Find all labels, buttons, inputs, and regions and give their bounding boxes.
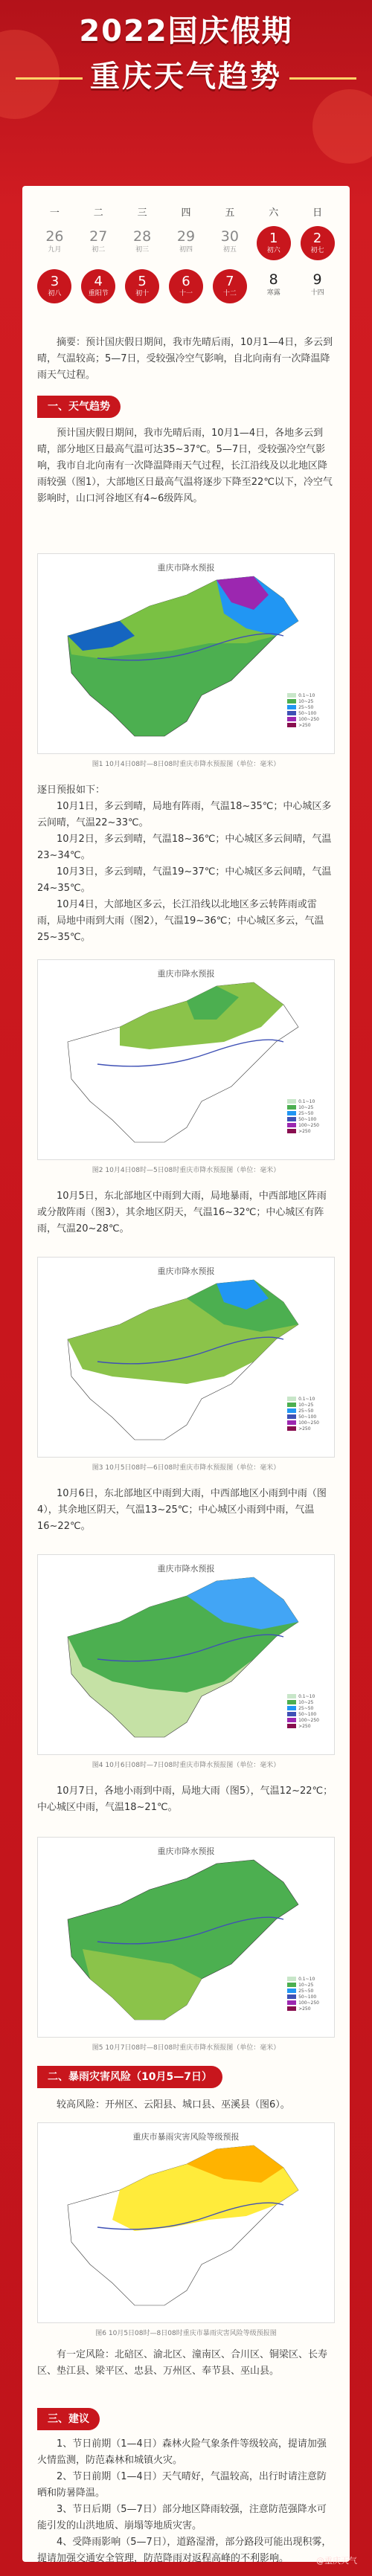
footer-credit: @重庆天气: [316, 2556, 357, 2566]
map-legend: [287, 1693, 319, 1729]
daily-forecast-oct6: [37, 1486, 335, 1535]
risk-moderate: 有一定风险：北碚区、渝北区、潼南区、合川区、铜梁区、长寿区、垫江县、梁平区、忠县、万州区、奉节县、巫山县。: [37, 2349, 328, 2377]
calendar-day: 9 十四: [310, 271, 324, 297]
advice-1: 1、节日前期（1—4日）森林火险气象条件等级较高，提请加强火情监测，防范森林和城镇火灾。: [37, 2438, 327, 2466]
legend-item: 50~100: [287, 710, 319, 716]
legend-item: >250: [287, 2006, 319, 2012]
calendar-row-1: [33, 223, 339, 266]
legend-item: 50~100: [287, 1414, 319, 1420]
weekday-label: 三: [137, 207, 147, 219]
forecast-oct4: 10月4日，大部地区多云，长江沿线以北地区多云转阵雨或雷雨，局地中雨到大雨（图2），气温19~36℃；中心城区多云，气温25~35℃。: [37, 899, 324, 943]
forecast-oct2: 10月2日，多云到晴，气温18~36℃；中心城区多云间晴，气温23~34℃。: [37, 834, 332, 861]
legend-item: >250: [287, 722, 319, 728]
risk-map-fig6: [37, 2122, 335, 2323]
map-title: 重庆市降水预报: [157, 1564, 215, 1574]
advice-3: 3、节日后期（5—7日）部分地区降雨较强，注意防范强降水可能引发的山洪地质、崩塌等地质灾害。: [37, 2504, 327, 2531]
legend-item: 0.1~10: [287, 1976, 319, 1982]
forecast-oct7: 10月7日，各地小雨到中雨，局地大雨（图5），气温12~22℃；中心城区中雨，气温18~21℃。: [37, 1786, 333, 1813]
forecast-oct1: 10月1日，多云到晴，局地有阵雨，气温18~35℃；中心城区多云间晴，气温22~33℃。: [37, 801, 332, 828]
map-title: 重庆市降水预报: [157, 1266, 215, 1276]
weekday-label: 一: [49, 207, 60, 219]
map-title: 重庆市降水预报: [157, 563, 215, 573]
weekday-label: 六: [269, 207, 279, 219]
risk-paragraph: [37, 2097, 335, 2113]
forecast-oct5: 10月5日，东北部地区中雨到大雨，局地暴雨，中西部地区阵雨或分散阵雨（图3），其余地区阴天，气温16~32℃；中心城区有阵雨，气温20~28℃。: [37, 1191, 327, 1234]
legend-item: 50~100: [287, 1994, 319, 2000]
figure-caption-2: 图2 10月4日08时—5日08时重庆市降水预报图（单位：毫米）: [92, 1167, 280, 1174]
title-line-2: [0, 53, 372, 95]
legend-item: 50~100: [287, 1711, 319, 1717]
title-rule-right: [289, 77, 356, 80]
map-legend: [287, 1098, 319, 1134]
precip-map-fig5: [37, 1837, 335, 2038]
section-heading-trend: 一、天气趋势: [37, 396, 121, 418]
legend-item: 10~25: [287, 1402, 319, 1408]
forecast-oct6: 10月6日，东北部地区中雨到大雨，中西部地区小雨到中雨（图4），其余地区阴天，气温13~25℃；中心城区小雨到中雨，气温16~22℃。: [37, 1488, 327, 1532]
title-text: 重庆天气趋势: [90, 59, 282, 94]
precip-map-fig2: [37, 959, 335, 1160]
map-legend: [287, 1976, 319, 2012]
legend-item: 0.1~10: [287, 1098, 319, 1104]
calendar-day: 1 初六: [251, 223, 295, 266]
figure-caption-1: 图1 10月4日08时—8日08时重庆市降水预报图（单位：毫米）: [92, 761, 280, 768]
section-heading-advice: 三、建议: [37, 2408, 100, 2430]
calendar-day: 27 初二: [89, 228, 108, 254]
forecast-oct3: 10月3日，多云到晴，气温19~37℃；中心城区多云间晴，气温24~35℃。: [37, 866, 332, 894]
map-title: 重庆市暴雨灾害风险等级预报: [132, 2132, 240, 2142]
decor-bubble: [312, 89, 372, 164]
map-legend: [287, 1396, 319, 1432]
daily-forecast-part1: [37, 782, 335, 946]
advice-4: 4、受降雨影响（5—7日），道路湿滑，部分路段可能出现积雾，提请加强交通安全管理，防范降雨对返程高峰的不利影响。: [37, 2537, 332, 2564]
precip-map-fig4: [37, 1554, 335, 1755]
legend-item: 25~50: [287, 704, 319, 710]
precip-map-fig1: [37, 553, 335, 754]
precip-map-fig3: [37, 1257, 335, 1458]
legend-item: 0.1~10: [287, 1693, 319, 1699]
legend-item: 10~25: [287, 1699, 319, 1705]
calendar-day: 4 重阳节: [77, 266, 121, 309]
weekday-label: 五: [225, 207, 235, 219]
figure-caption-6: 图6 10月5日08时—8日08时重庆市暴雨灾害风险等级预报图: [95, 2330, 277, 2337]
summary-text: 摘要：预计国庆假日期间，我市先晴后雨，10月1—4日，多云到晴，气温较高；5—7日，受较强冷空气影响，自北向南有一次降温降雨天气过程。: [37, 337, 333, 381]
legend-item: 50~100: [287, 1116, 319, 1122]
trend-paragraph: [37, 425, 335, 507]
holiday-calendar: [33, 204, 339, 330]
title-line-1: 2022国庆假期: [79, 14, 293, 48]
weekday-label: 二: [93, 207, 103, 219]
title-rule-left: [16, 77, 83, 80]
figure-caption-5: 图5 10月7日08时—8日08时重庆市降水预报图（单位：毫米）: [92, 2044, 280, 2052]
daily-forecast-oct7: [37, 1783, 335, 1816]
calendar-day: 7 十二: [208, 266, 251, 309]
legend-item: >250: [287, 1723, 319, 1729]
calendar-day: 5 初十: [121, 266, 164, 309]
legend-item: 25~50: [287, 1705, 319, 1711]
risk-high: 较高风险：开州区、云阳县、城口县、巫溪县（图6）。: [57, 2099, 290, 2110]
calendar-day: 29 初四: [176, 228, 196, 254]
legend-item: >250: [287, 1128, 319, 1134]
daily-forecast-oct5: [37, 1188, 335, 1237]
daily-heading: 逐日预报如下：: [37, 785, 106, 796]
legend-item: 25~50: [287, 1408, 319, 1414]
calendar-day: 6 十一: [164, 266, 208, 309]
figure-caption-4: 图4 10月6日08时—7日08时重庆市降水预报图（单位：毫米）: [92, 1762, 280, 1769]
legend-item: 100~250: [287, 1717, 319, 1723]
calendar-day: 30 初五: [220, 228, 239, 254]
legend-item: 25~50: [287, 1988, 319, 1994]
legend-item: >250: [287, 1426, 319, 1432]
map-legend: [287, 692, 319, 728]
calendar-day: 8 寒露: [266, 271, 280, 297]
legend-item: 10~25: [287, 1104, 319, 1110]
weekday-label: 日: [312, 207, 323, 219]
risk-moderate-paragraph: [37, 2347, 335, 2380]
advice-2: 2、节日前期（1—4日）天气晴好，气温较高，出行时请注意防晒和防暑降温。: [37, 2471, 327, 2499]
legend-item: 0.1~10: [287, 692, 319, 698]
legend-item: 10~25: [287, 698, 319, 704]
legend-item: 100~250: [287, 2000, 319, 2006]
legend-item: 25~50: [287, 1110, 319, 1116]
content-card: [22, 186, 350, 2562]
legend-item: 10~25: [287, 1982, 319, 1988]
legend-item: 0.1~10: [287, 1396, 319, 1402]
legend-item: 100~250: [287, 1420, 319, 1426]
calendar-weekdays: [33, 204, 339, 223]
map-title: 重庆市降水预报: [157, 969, 215, 979]
map-title: 重庆市降水预报: [157, 1846, 215, 1856]
figure-caption-3: 图3 10月5日08时—6日08时重庆市降水预报图（单位：毫米）: [92, 1464, 280, 1472]
weekday-label: 四: [181, 207, 191, 219]
calendar-day: 3 初八: [33, 266, 77, 309]
trend-text: 预计国庆假日期间，我市先晴后雨，10月1—4日，各地多云到晴，部分地区日最高气温可达35~37℃。5—7日，受较强冷空气影响，我市自北向南有一次降温降雨天气过程，长江沿线及以北地区降雨较强（图1），大部地区日最高气温将逐步下降至22℃以下，冷空气影响时，山口河谷地区有4~6级阵风。: [37, 428, 333, 504]
calendar-day: 2 初七: [295, 223, 339, 266]
calendar-day: 26 九月: [45, 228, 64, 254]
advice-list: [37, 2436, 335, 2567]
legend-item: 100~250: [287, 716, 319, 722]
legend-item: 100~250: [287, 1122, 319, 1128]
calendar-row-2: [33, 266, 339, 309]
poster-header: [0, 7, 372, 95]
calendar-day: 28 初三: [133, 228, 152, 254]
section-heading-risk: 二、暴雨灾害风险（10月5—7日）: [37, 2066, 222, 2088]
map-graphic: [38, 2123, 335, 2323]
